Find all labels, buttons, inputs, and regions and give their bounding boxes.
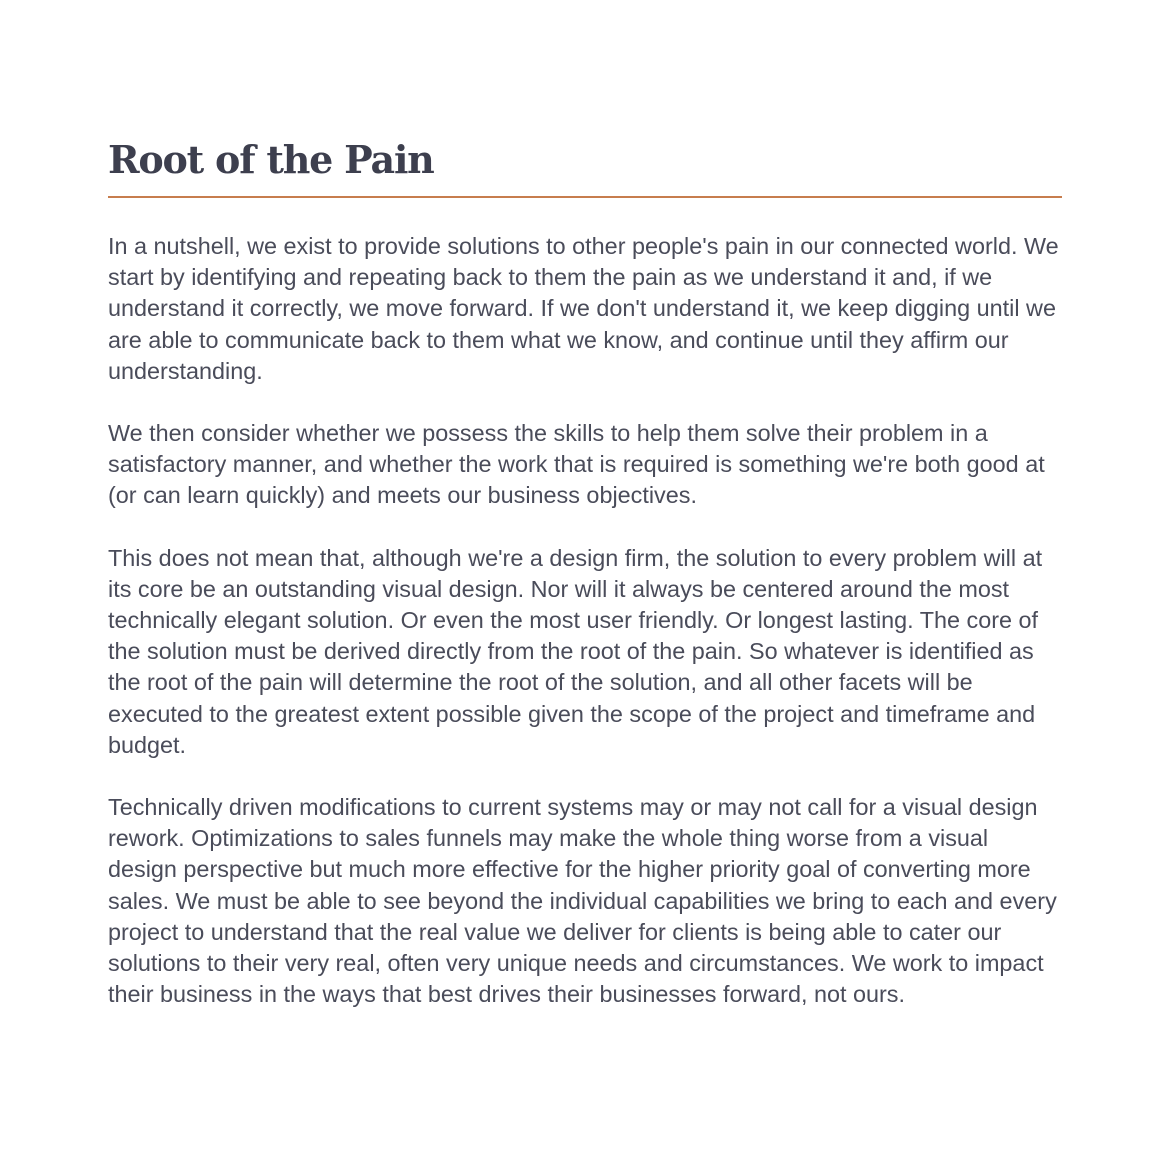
- document: [108, 134, 1062, 1010]
- paragraph-4: Technically driven modifications to current systems may or may not call for a visual design rework. Optimizations to sales funnels may make the whole thing worse from a visual design perspective but much more effective for the higher priority goal of converting more sales. We must be able to see beyond the individual capabilities we bring to each and every project to understand that the real value we deliver for clients is being able to cater our solutions to their very real, often very unique needs and circumstances. We work to impact their business in the ways that best drives their businesses forward, not ours.: [108, 794, 1057, 1008]
- paragraph-2: We then consider whether we possess the skills to help them solve their problem in a satisfactory manner, and whether the work that is required is something we're both good at (or can learn quickly) and meets our business objectives.: [108, 420, 1045, 509]
- paragraph-3: This does not mean that, although we're a design firm, the solution to every problem will at its core be an outstanding visual design. Nor will it always be centered around the most technically elegant solution. Or even the most user friendly. Or longest lasting. The core of the solution must be derived directly from the root of the pain. So whatever is identified as the root of the pain will determine the root of the solution, and all other facets will be executed to the greatest extent possible given the scope of the project and timeframe and budget.: [108, 544, 1043, 758]
- title-divider: [108, 196, 1062, 198]
- document-body: [108, 231, 1062, 1010]
- page-title: Root of the Pain: [108, 137, 434, 182]
- paragraph-1: In a nutshell, we exist to provide solutions to other people's pain in our connected world. We start by identifying and repeating back to them the pain as we understand it and, if we understand it correctly, we move forward. If we don't understand it, we keep digging until we are able to communicate back to them what we know, and continue until they affirm our understanding.: [108, 233, 1059, 384]
